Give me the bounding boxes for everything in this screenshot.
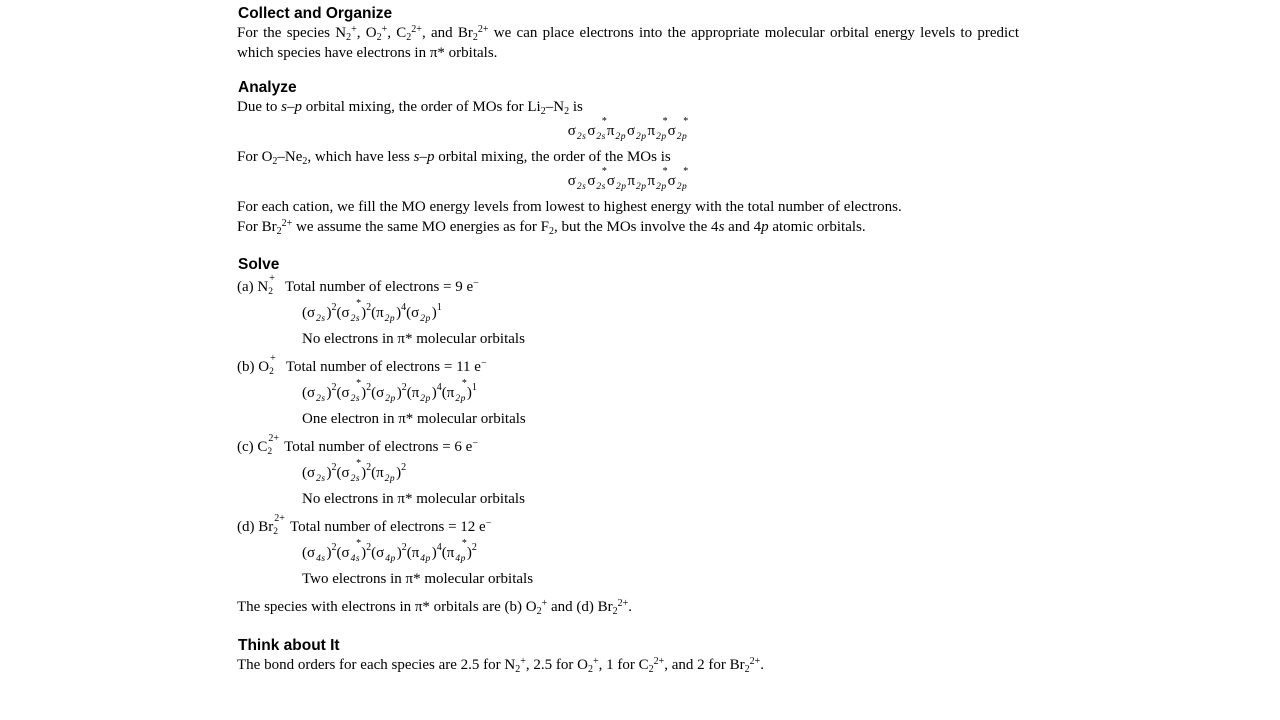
case-c-conclusion: No electrons in π* molecular orbitals [302, 491, 525, 507]
solve-summary: The species with electrons in π* orbitals are (b) $O_2^+$ and (d) $Br_2^{2+}$. [237, 598, 632, 617]
case-d-header: (d) Br 2+ $_2$ Total number of electrons = 12 e− [237, 513, 492, 537]
case-d-conclusion: Two electrons in π* molecular orbitals [302, 571, 534, 587]
collect-heading: Collect and Organize [238, 5, 393, 22]
case-b-header: (b) O + $_2$ Total number of electrons = 11 e− [237, 353, 487, 377]
analyze-paragraph-2: For $O_2-Ne_2$, which have less s–p orbital mixing, the order of the MOs is [237, 149, 671, 167]
case-d-configuration: $(\sigma_{4s})^2(\sigma$ * $_{4s})^2(\sigma_{4p})^2(\pi_{4p})^4(\pi$ * $_{4p}$)$^2$ [302, 538, 477, 564]
analyze-paragraph-4: For $Br_2^{2+}$ we assume the same MO energies as for $F_2$, but the MOs involve the 4s and 4p atomic orbitals. [237, 218, 866, 237]
analyze-paragraph-1: Due to s–p orbital mixing, the order of MOs for $Li_2-N_2$ is [237, 99, 583, 117]
analyze-heading: Analyze [238, 79, 297, 96]
think-heading: Think about It [238, 637, 340, 654]
case-b-conclusion: One electron in π* molecular orbitals [302, 411, 526, 427]
think-paragraph: The bond orders for each species are 2.5 for $N_2^+$, 2.5 for $O_2^+$, 1 for $C_2^{2+}$, and 2 for $Br_2^{2+}$. [237, 656, 765, 675]
mo-order-li-n: $\sigma_{2s}\sigma$ * $_{2s}\pi_{2p}\sigma_{2p}\pi$ * $_{2p}$σ * $_{2p}$ [567, 116, 689, 142]
solve-heading: Solve [238, 256, 280, 273]
case-a-configuration: $(\sigma_{2s})^2(\sigma$ * $_{2s})^2(\pi_{2p})^4(\sigma_{2p})^1$ [302, 298, 442, 324]
case-c-header: (c) C 2+ $_2$ Total number of electrons = 6 e− [237, 433, 478, 457]
case-a-header: (a) N + $_2$ Total number of electrons = 9 e− [237, 273, 479, 297]
collect-paragraph: For the species $N_2^+$, $O_2^+$, $C_2^{2+}$, and $Br_2^{2+}$ we can place electrons into the appropriate molecular orbital energy levels to predict which species have electrons in π* orbitals. [237, 24, 1020, 61]
solution-document [237, 0, 1019, 675]
case-a-conclusion: No electrons in π* molecular orbitals [302, 331, 525, 347]
case-b-configuration: $(\sigma_{2s})^2(\sigma$ * $_{2s})^2(\sigma_{2p})^2(\pi_{2p})^4(\pi$ * $_{2p}$)$^1$ [302, 378, 477, 404]
mo-order-o-ne: $\sigma_{2s}\sigma$ * $_{2s}\sigma_{2p}\pi_{2p}\pi$ * $_{2p}$σ * $_{2p}$ [567, 166, 689, 192]
case-c-configuration: $(\sigma_{2s})^2(\sigma$ * $_{2s})^2(\pi_{2p})^2$ [302, 458, 407, 484]
analyze-paragraph-3: For each cation, we fill the MO energy levels from lowest to highest energy with the total number of electrons. [237, 199, 902, 215]
